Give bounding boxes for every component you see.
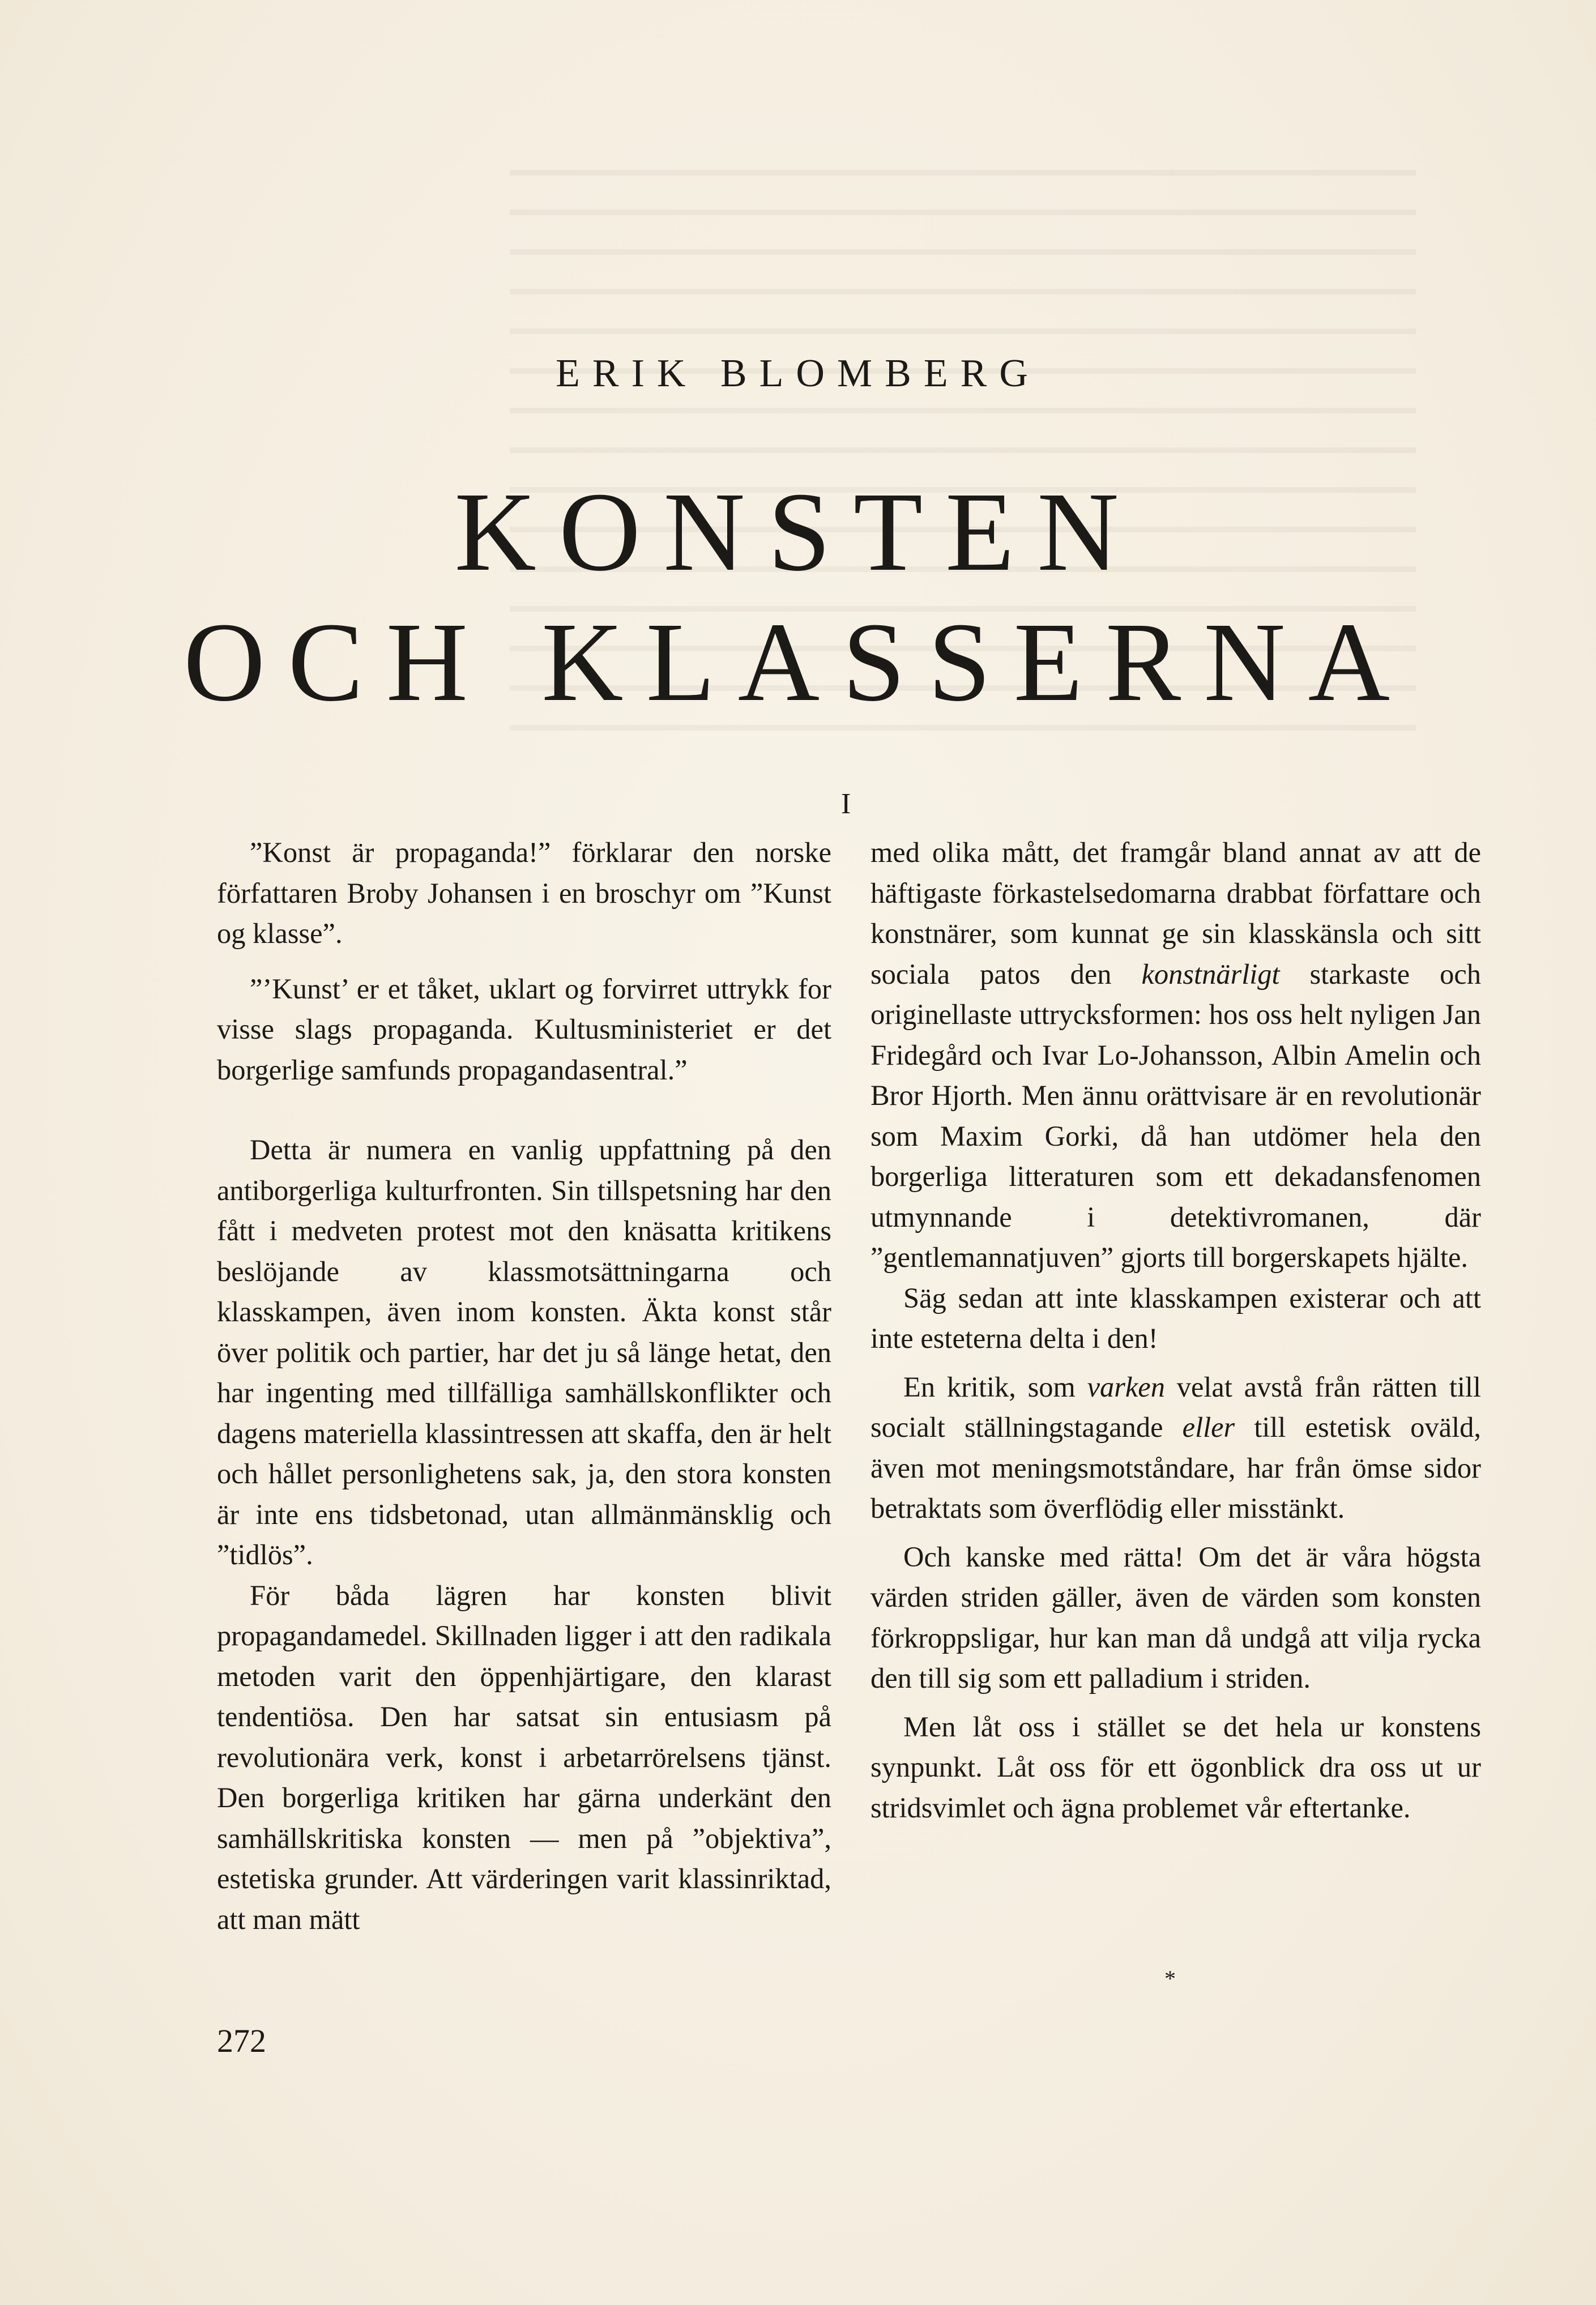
paragraph: Detta är numera en vanlig uppfattning på den antiborgerliga kulturfronten. Sin tillspetsning har den fått i medveten protest mot den knäsatta kritikens beslöjande av klassmotsättningarna och klasskampen, även inom konsten. Äkta konst står över politik och partier, har det ju så länge hetat, den har ingenting med tillfälliga samhällskonflikter och dagens materiella klassintressen att skaffa, den är helt och hållet personlighetens sak, ja, den stora konsten är inte ens tidsbetonad, utan allmänmänsklig och ”tidlös”. <box>217 1134 831 1570</box>
paragraph: För båda lägren har konsten blivit propagandamedel. Skillnaden ligger i att den radikala metoden varit den öppenhjärtigare, den klarast tendentiösa. Den har satsat sin entusiasm på revolutionära verk, konst i arbetarrörelsens tjänst. Den borgerliga kritiken har gärna underkänt den samhällskritiska konsten — men på ”objektiva”, estetiska grunder. Att värderingen varit klassinriktad, att man mätt <box>217 1579 831 1935</box>
title-line-2: OCH KLASSERNA <box>183 600 1413 725</box>
paragraph: Och kanske med rätta! Om det är våra högsta värden striden gäller, även de värden som konsten förkroppsligar, hur kan man då undgå att vilja rycka den till sig som ett palladium i striden. <box>870 1540 1481 1694</box>
author-name: ERIK BLOMBERG <box>556 352 1040 395</box>
paragraph <box>870 833 1481 1278</box>
paragraph: Säg sedan att inte klasskampen existerar och att inte esteterna delta i den! <box>870 1282 1481 1354</box>
paragraph: ”’Kunst’ er et tåket, uklart og forvirret uttrykk for visse slags propaganda. Kultusministeriet er det borgerlige samfunds propagandasentral.” <box>217 972 831 1086</box>
paragraph: Men låt oss i stället se det hela ur konstens synpunkt. Låt oss för ett ögonblick dra oss ut ur stridsvimlet och ägna problemet vår eftertanke. <box>870 1710 1481 1824</box>
text-run: velat avstå från rätten till socialt ställningstagande <box>870 1371 1481 1443</box>
section-number: I <box>841 788 851 820</box>
text-run: med olika mått, det framgår bland annat av att de häftigaste förkastelsedomarna drabbat författare och konstnärer, som kunnat ge sin klasskänsla och sitt sociala patos den <box>870 836 1481 990</box>
emphasis: eller <box>1182 1411 1235 1443</box>
text-run: starkaste och originellaste uttrycksformen: hos oss helt nyligen Jan Fridegård och Ivar Lo-Johansson, Albin Amelin och Bror Hjorth. Men ännu orättvisare är en revolutionär som Maxim Gorki, då han utdömer hela den borgerliga litteraturen som ett dekadansfenomen utmynnande i detektivromanen, där ”gentlemannatjuven” gjorts till borgerskapets hjälte. <box>870 958 1482 1273</box>
page-number: 272 <box>217 2022 266 2059</box>
paragraph <box>870 1367 1481 1529</box>
right-column <box>870 833 1481 1828</box>
left-column <box>217 833 831 1940</box>
text-run: En kritik, som <box>903 1371 1087 1403</box>
emphasis: varken <box>1087 1371 1165 1403</box>
section-ornament: * <box>1164 1966 1176 1991</box>
text-run: till estetisk oväld, även mot meningsmotståndare, har från ömse sidor betraktats som överflödig eller misstänkt. <box>870 1411 1481 1524</box>
emphasis: konstnärligt <box>1141 958 1280 990</box>
title-line-1: KONSTEN <box>454 469 1142 595</box>
paragraph: ”Konst är propaganda!” förklarar den norske författaren Broby Johansen i en broschyr om ”Kunst og klasse”. <box>217 836 831 949</box>
